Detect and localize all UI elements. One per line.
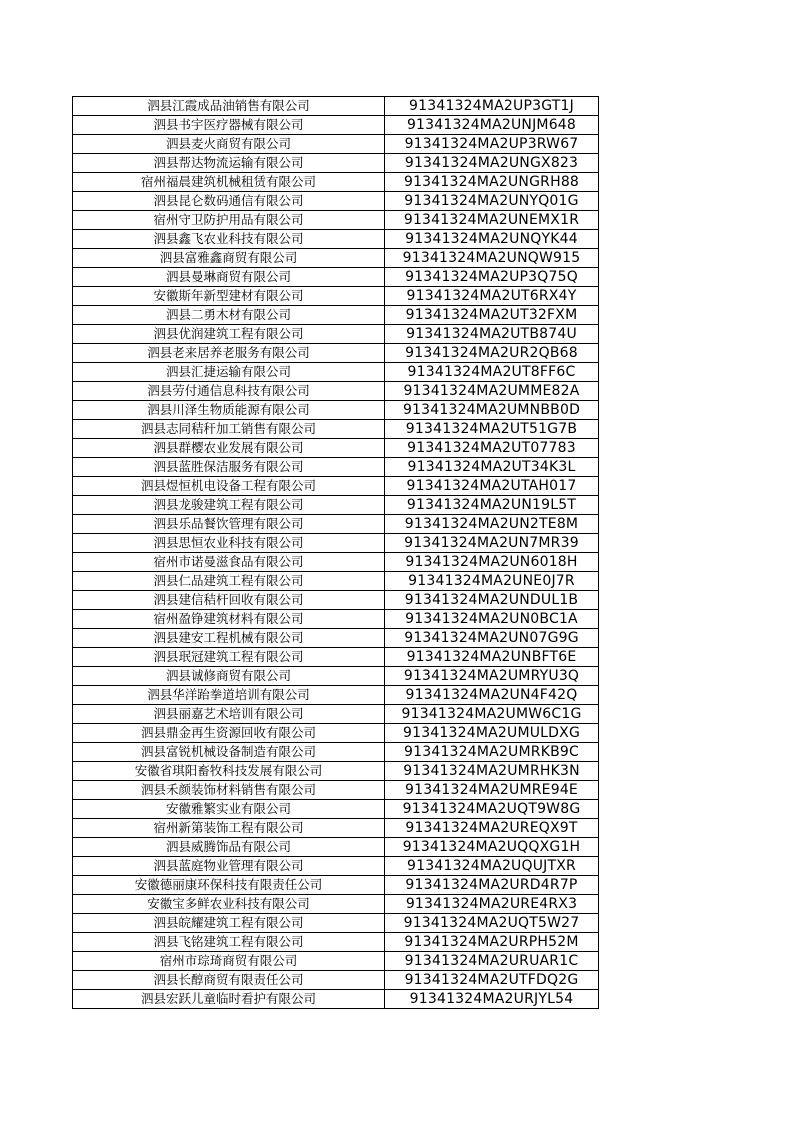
credit-code-cell: 91341324MA2UNE0J7R xyxy=(385,572,599,591)
credit-code-cell: 91341324MA2UP3Q75Q xyxy=(385,268,599,287)
company-name-cell: 泗县昆仑数码通信有限公司 xyxy=(73,192,385,211)
company-name-cell: 宿州福晨建筑机械租赁有限公司 xyxy=(73,173,385,192)
company-name-cell: 安徽斯年新型建材有限公司 xyxy=(73,287,385,306)
table-row xyxy=(73,781,599,800)
credit-code-cell: 91341324MA2URJYL54 xyxy=(385,990,599,1009)
credit-code-cell: 91341324MA2UTFDQ2G xyxy=(385,971,599,990)
company-name-cell: 宿州市诺曼滋食品有限公司 xyxy=(73,553,385,572)
table-row xyxy=(73,876,599,895)
table-row xyxy=(73,591,599,610)
company-name-cell: 泗县诚修商贸有限公司 xyxy=(73,667,385,686)
company-table xyxy=(72,96,599,1009)
table-row xyxy=(73,325,599,344)
company-name-cell: 泗县鼎金再生资源回收有限公司 xyxy=(73,724,385,743)
table-row xyxy=(73,857,599,876)
table-row xyxy=(73,572,599,591)
table-row xyxy=(73,211,599,230)
company-name-cell: 宿州新第装饰工程有限公司 xyxy=(73,819,385,838)
table-row xyxy=(73,230,599,249)
table-row xyxy=(73,515,599,534)
credit-code-cell: 91341324MA2UQT9W8G xyxy=(385,800,599,819)
credit-code-cell: 91341324MA2UMRE94E xyxy=(385,781,599,800)
table-row xyxy=(73,553,599,572)
table-row xyxy=(73,458,599,477)
company-name-cell: 泗县龙骏建筑工程有限公司 xyxy=(73,496,385,515)
table-row xyxy=(73,363,599,382)
company-name-cell: 泗县帮达物流运输有限公司 xyxy=(73,154,385,173)
company-name-cell: 宿州守卫防护用品有限公司 xyxy=(73,211,385,230)
table-row xyxy=(73,914,599,933)
company-name-cell: 泗县鑫飞农业科技有限公司 xyxy=(73,230,385,249)
company-name-cell: 泗县思恒农业科技有限公司 xyxy=(73,534,385,553)
credit-code-cell: 91341324MA2UQT5W27 xyxy=(385,914,599,933)
credit-code-cell: 91341324MA2UMNBB0D xyxy=(385,401,599,420)
company-name-cell: 泗县丽嘉艺术培训有限公司 xyxy=(73,705,385,724)
company-name-cell: 泗县志同秸秆加工销售有限公司 xyxy=(73,420,385,439)
credit-code-cell: 91341324MA2UMRYU3Q xyxy=(385,667,599,686)
table-row xyxy=(73,667,599,686)
company-name-cell: 泗县建安工程机械有限公司 xyxy=(73,629,385,648)
credit-code-cell: 91341324MA2URPH52M xyxy=(385,933,599,952)
credit-code-cell: 91341324MA2UT34K3L xyxy=(385,458,599,477)
credit-code-cell: 91341324MA2UMULDXG xyxy=(385,724,599,743)
credit-code-cell: 91341324MA2UN07G9G xyxy=(385,629,599,648)
company-name-cell: 泗县长醇商贸有限责任公司 xyxy=(73,971,385,990)
table-row xyxy=(73,401,599,420)
credit-code-cell: 91341324MA2UN2TE8M xyxy=(385,515,599,534)
company-name-cell: 泗县禾颜装饰材料销售有限公司 xyxy=(73,781,385,800)
company-name-cell: 泗县蓝庭物业管理有限公司 xyxy=(73,857,385,876)
credit-code-cell: 91341324MA2UN4F42Q xyxy=(385,686,599,705)
company-name-cell: 安徽省琪阳畜牧科技发展有限公司 xyxy=(73,762,385,781)
company-name-cell: 安徽宝多鲜农业科技有限公司 xyxy=(73,895,385,914)
credit-code-cell: 91341324MA2UP3GT1J xyxy=(385,97,599,116)
table-row xyxy=(73,648,599,667)
company-name-cell: 泗县川泽生物质能源有限公司 xyxy=(73,401,385,420)
company-name-cell: 泗县劳付通信息科技有限公司 xyxy=(73,382,385,401)
company-name-cell: 安徽德丽康环保科技有限责任公司 xyxy=(73,876,385,895)
credit-code-cell: 91341324MA2UT07783 xyxy=(385,439,599,458)
table-row xyxy=(73,990,599,1009)
table-row xyxy=(73,420,599,439)
credit-code-cell: 91341324MA2URD4R7P xyxy=(385,876,599,895)
credit-code-cell: 91341324MA2UT32FXM xyxy=(385,306,599,325)
table-row xyxy=(73,287,599,306)
table-row xyxy=(73,800,599,819)
table-row xyxy=(73,705,599,724)
table-row xyxy=(73,268,599,287)
credit-code-cell: 91341324MA2UN7MR39 xyxy=(385,534,599,553)
company-name-cell: 泗县麦火商贸有限公司 xyxy=(73,135,385,154)
table-row xyxy=(73,838,599,857)
table-row xyxy=(73,534,599,553)
table-row xyxy=(73,306,599,325)
company-name-cell: 泗县威腾饰品有限公司 xyxy=(73,838,385,857)
company-name-cell: 泗县珉冠建筑工程有限公司 xyxy=(73,648,385,667)
table-row xyxy=(73,762,599,781)
company-name-cell: 泗县曼琳商贸有限公司 xyxy=(73,268,385,287)
credit-code-cell: 91341324MA2UQQXG1H xyxy=(385,838,599,857)
credit-code-cell: 91341324MA2UMRHK3N xyxy=(385,762,599,781)
company-name-cell: 泗县二勇木材有限公司 xyxy=(73,306,385,325)
table-row xyxy=(73,629,599,648)
credit-code-cell: 91341324MA2UTAH017 xyxy=(385,477,599,496)
table-row xyxy=(73,610,599,629)
credit-code-cell: 91341324MA2UN6018H xyxy=(385,553,599,572)
credit-code-cell: 91341324MA2UN0BC1A xyxy=(385,610,599,629)
credit-code-cell: 91341324MA2UQUJTXR xyxy=(385,857,599,876)
table-row xyxy=(73,895,599,914)
credit-code-cell: 91341324MA2UMW6C1G xyxy=(385,705,599,724)
company-name-cell: 泗县群樱农业发展有限公司 xyxy=(73,439,385,458)
company-name-cell: 宿州市琮琦商贸有限公司 xyxy=(73,952,385,971)
credit-code-cell: 91341324MA2UNQYK44 xyxy=(385,230,599,249)
table-row xyxy=(73,496,599,515)
credit-code-cell: 91341324MA2URUAR1C xyxy=(385,952,599,971)
company-name-cell: 泗县富锐机械设备制造有限公司 xyxy=(73,743,385,762)
table-row xyxy=(73,192,599,211)
table-row xyxy=(73,97,599,116)
credit-code-cell: 91341324MA2UNEMX1R xyxy=(385,211,599,230)
credit-code-cell: 91341324MA2UREQX9T xyxy=(385,819,599,838)
table-body xyxy=(73,97,599,1009)
company-name-cell: 泗县飞铭建筑工程有限公司 xyxy=(73,933,385,952)
table-row xyxy=(73,135,599,154)
company-name-cell: 泗县皖耀建筑工程有限公司 xyxy=(73,914,385,933)
table-row xyxy=(73,743,599,762)
table-row xyxy=(73,933,599,952)
company-name-cell: 泗县江霞成品油销售有限公司 xyxy=(73,97,385,116)
credit-code-cell: 91341324MA2UT6RX4Y xyxy=(385,287,599,306)
company-name-cell: 泗县宏跃儿童临时看护有限公司 xyxy=(73,990,385,1009)
credit-code-cell: 91341324MA2UP3RW67 xyxy=(385,135,599,154)
table-row xyxy=(73,819,599,838)
company-name-cell: 泗县优润建筑工程有限公司 xyxy=(73,325,385,344)
credit-code-cell: 91341324MA2UN19L5T xyxy=(385,496,599,515)
company-name-cell: 泗县建信秸杆回收有限公司 xyxy=(73,591,385,610)
company-name-cell: 泗县华洋跆拳道培训有限公司 xyxy=(73,686,385,705)
credit-code-cell: 91341324MA2UTB874U xyxy=(385,325,599,344)
credit-code-cell: 91341324MA2UT8FF6C xyxy=(385,363,599,382)
credit-code-cell: 91341324MA2UMRKB9C xyxy=(385,743,599,762)
company-name-cell: 泗县煜恒机电设备工程有限公司 xyxy=(73,477,385,496)
company-name-cell: 宿州盈铮建筑材料有限公司 xyxy=(73,610,385,629)
credit-code-cell: 91341324MA2UR2QB68 xyxy=(385,344,599,363)
table-row xyxy=(73,116,599,135)
table-row xyxy=(73,173,599,192)
credit-code-cell: 91341324MA2UNGRH88 xyxy=(385,173,599,192)
company-name-cell: 泗县蓝胜保洁服务有限公司 xyxy=(73,458,385,477)
company-name-cell: 泗县乐品餐饮管理有限公司 xyxy=(73,515,385,534)
table-row xyxy=(73,724,599,743)
company-name-cell: 泗县仁品建筑工程有限公司 xyxy=(73,572,385,591)
company-name-cell: 泗县富雅鑫商贸有限公司 xyxy=(73,249,385,268)
credit-code-cell: 91341324MA2UNQW915 xyxy=(385,249,599,268)
company-name-cell: 泗县老来居养老服务有限公司 xyxy=(73,344,385,363)
credit-code-cell: 91341324MA2UNYQ01G xyxy=(385,192,599,211)
company-name-cell: 泗县书宇医疗器械有限公司 xyxy=(73,116,385,135)
credit-code-cell: 91341324MA2UMME82A xyxy=(385,382,599,401)
table-row xyxy=(73,344,599,363)
table-row xyxy=(73,382,599,401)
table-row xyxy=(73,249,599,268)
credit-code-cell: 91341324MA2URE4RX3 xyxy=(385,895,599,914)
table-row xyxy=(73,477,599,496)
company-name-cell: 安徽雅繁实业有限公司 xyxy=(73,800,385,819)
credit-code-cell: 91341324MA2UNBFT6E xyxy=(385,648,599,667)
company-name-cell: 泗县汇捷运输有限公司 xyxy=(73,363,385,382)
credit-code-cell: 91341324MA2UNGX823 xyxy=(385,154,599,173)
credit-code-cell: 91341324MA2UNDUL1B xyxy=(385,591,599,610)
table-row xyxy=(73,154,599,173)
credit-code-cell: 91341324MA2UNJM648 xyxy=(385,116,599,135)
table-row xyxy=(73,971,599,990)
table-row xyxy=(73,686,599,705)
table-row xyxy=(73,952,599,971)
credit-code-cell: 91341324MA2UT51G7B xyxy=(385,420,599,439)
table-row xyxy=(73,439,599,458)
